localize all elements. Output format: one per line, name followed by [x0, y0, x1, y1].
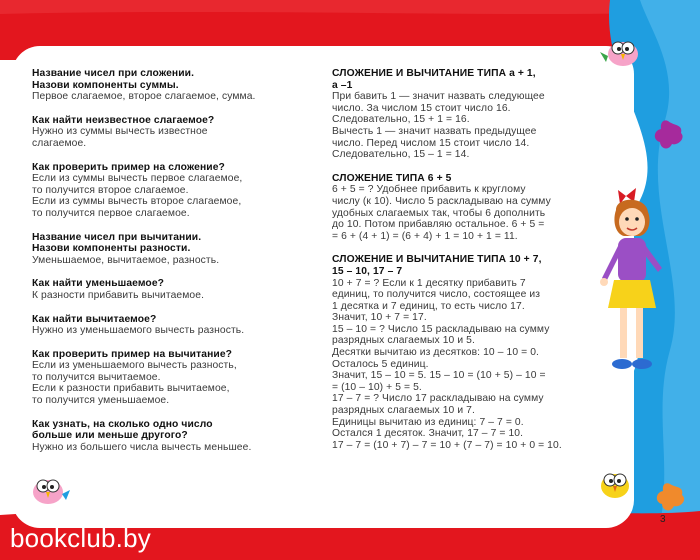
question-line: Как найти неизвестное слагаемое? — [32, 114, 215, 126]
question-line: Как найти вычитаемое? — [32, 313, 157, 325]
answer-line: Уменьшаемое, вычитаемое, разность. — [32, 254, 220, 266]
answer-line: Первое слагаемое, второе слагаемое, сумма. — [32, 91, 256, 103]
right-column — [332, 68, 622, 451]
answer-line: Вычесть 1 — значит назвать предыдущее — [332, 125, 537, 137]
spacer — [332, 242, 622, 254]
answer-line: К разности прибавить вычитаемое. — [32, 289, 205, 301]
spacer — [32, 407, 322, 419]
answer-line: 10 + 7 = ? Если к 1 десятку прибавить 7 — [332, 277, 526, 289]
answer-line: Значит, 15 – 10 = 5. 15 – 10 = (10 + 5) – 10 = — [332, 370, 546, 382]
left-column — [32, 68, 322, 453]
answer-line: до 10. Потом прибавляю остальное. 6 + 5 = — [332, 219, 545, 231]
spacer — [32, 302, 322, 314]
question-line: Название чисел при сложении. — [32, 68, 195, 79]
answer-line: число. Перед числом 15 стоит число 14. — [332, 137, 530, 149]
answer-line: Следовательно, 15 + 1 = 16. — [332, 114, 470, 126]
answer-line: 17 – 7 = ? Число 17 раскладываю на сумму — [332, 393, 544, 405]
answer-line: При бавить 1 — значит назвать следующее — [332, 91, 545, 103]
question-line: больше или меньше другого? — [32, 430, 188, 442]
answer-line: 17 – 7 = (10 + 7) – 7 = 10 + (7 – 7) = 10 + 0 = 10. — [332, 439, 562, 451]
answer-line: Если к разности прибавить вычитаемое, — [32, 383, 230, 395]
paint-splash-orange — [650, 480, 690, 516]
answer-line: удобных слагаемых так, чтобы 6 дополнить — [332, 207, 546, 219]
answer-line: то получится второе слагаемое. — [32, 184, 189, 196]
answer-line: то получится вычитаемое. — [32, 371, 161, 383]
section-heading-line: СЛОЖЕНИЕ И ВЫЧИТАНИЕ ТИПА а + 1, — [332, 68, 536, 79]
section-heading-line: СЛОЖЕНИЕ ТИПА 6 + 5 — [332, 172, 452, 184]
answer-line: = 6 + (4 + 1) = (6 + 4) + 1 = 10 + 1 = 11. — [332, 230, 518, 242]
spacer — [32, 103, 322, 115]
answer-line: слагаемое. — [32, 137, 87, 149]
question-line: Назови компоненты суммы. — [32, 79, 179, 91]
question-line: Как найти уменьшаемое? — [32, 278, 165, 290]
question-line: Название чисел при вычитании. — [32, 231, 202, 243]
watermark-text: bookclub.by — [10, 523, 151, 553]
answer-line: Единицы вычитаю из единиц: 7 – 7 = 0. — [332, 416, 524, 428]
spacer — [32, 220, 322, 232]
spacer — [32, 266, 322, 278]
answer-line: 6 + 5 = ? Удобнее прибавить к круглому — [332, 184, 526, 196]
section-heading-line: а –1 — [332, 79, 353, 91]
question-line: Назови компоненты разности. — [32, 243, 191, 255]
paint-splash-purple — [648, 116, 688, 156]
content-page — [14, 48, 632, 526]
bird-bottom-left-illustration — [24, 466, 72, 512]
answer-line: Значит, 10 + 7 = 17. — [332, 312, 427, 324]
answer-line: Нужно из уменьшаемого вычесть разность. — [32, 325, 245, 337]
answer-line: 1 десятка и 7 единиц, то есть число 17. — [332, 300, 525, 312]
spacer — [32, 150, 322, 162]
answer-line: то получится первое слагаемое. — [32, 207, 190, 219]
question-line: Как проверить пример на вычитание? — [32, 348, 233, 360]
answer-line: Десятки вычитаю из десятков: 10 – 10 = 0. — [332, 347, 539, 359]
answer-line: Следовательно, 15 – 1 = 14. — [332, 149, 470, 161]
section-heading-line: СЛОЖЕНИЕ И ВЫЧИТАНИЕ ТИПА 10 + 7, — [332, 254, 542, 266]
answer-line: Если из уменьшаемого вычесть разность, — [32, 360, 237, 372]
answer-line: то получится уменьшаемое. — [32, 395, 170, 407]
answer-line: разрядных слагаемых 10 и 5. — [332, 335, 475, 347]
bird-top-right-illustration — [598, 26, 648, 76]
answer-line: Если из суммы вычесть второе слагаемое, — [32, 196, 242, 208]
answer-line: число. За числом 15 стоит число 16. — [332, 102, 511, 114]
answer-line: числу (к 10). Число 5 раскладываю на сумму — [332, 195, 551, 207]
answer-line: = (10 – 10) + 5 = 5. — [332, 381, 422, 393]
answer-line: разрядных слагаемых 10 и 7. — [332, 405, 475, 417]
bird-bottom-right-illustration — [592, 460, 638, 506]
question-line: Как проверить пример на сложение? — [32, 161, 225, 173]
answer-line: Остался 1 десяток. Значит, 17 – 7 = 10. — [332, 428, 524, 440]
girl-illustration — [596, 188, 676, 388]
answer-line: 15 – 10 = ? Число 15 раскладываю на сумму — [332, 323, 550, 335]
section-heading-line: 15 – 10, 17 – 7 — [332, 265, 403, 277]
spacer — [32, 337, 322, 349]
question-line: Как узнать, на сколько одно число — [32, 418, 213, 430]
page-number: 3 — [660, 514, 666, 525]
answer-line: Осталось 5 единиц. — [332, 358, 429, 370]
answer-line: Нужно из суммы вычесть известное — [32, 126, 208, 138]
answer-line: единиц, то получится число, состоящее из — [332, 289, 541, 301]
answer-line: Если из суммы вычесть первое слагаемое, — [32, 173, 243, 185]
spacer — [332, 161, 622, 173]
answer-line: Нужно из большего числа вычесть меньшее. — [32, 441, 252, 453]
